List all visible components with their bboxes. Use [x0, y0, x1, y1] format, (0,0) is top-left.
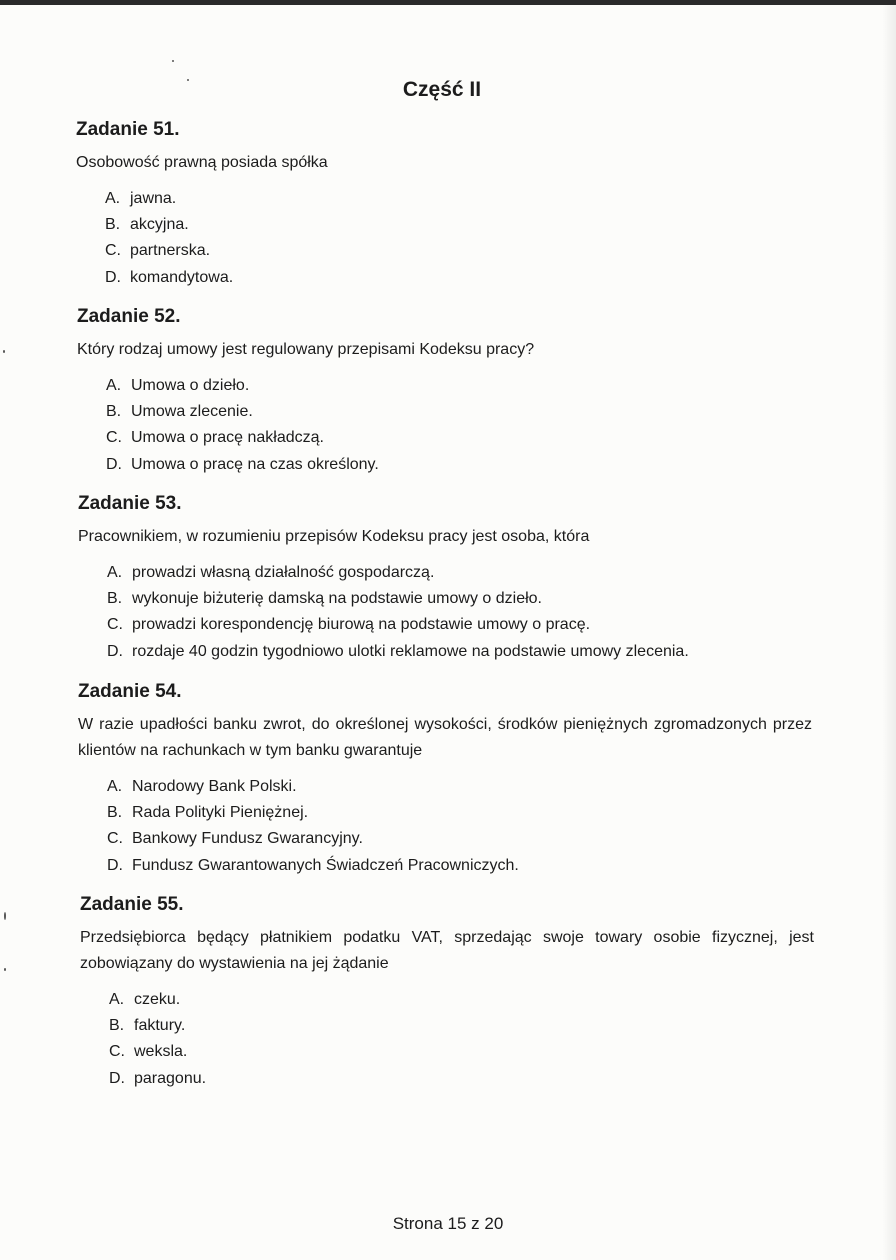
- task-heading: Zadanie 55.: [80, 894, 184, 915]
- task-51: [76, 118, 816, 291]
- option-letter: A.: [107, 778, 123, 795]
- answer-option: [107, 800, 812, 826]
- option-text: Bankowy Fundusz Gwarancyjny.: [132, 830, 363, 848]
- scan-speck: [3, 350, 5, 353]
- option-letter: D.: [105, 268, 121, 286]
- option-text: rozdaje 40 godzin tygodniowo ulotki reklamowe na podstawie umowy zlecenia.: [132, 642, 689, 660]
- part-title: Część II: [402, 78, 482, 101]
- answer-options: [80, 987, 814, 1092]
- option-letter: B.: [105, 216, 121, 234]
- task-55: [80, 893, 814, 1092]
- option-letter: B.: [107, 804, 123, 822]
- answer-option: [107, 612, 818, 638]
- option-letter: B.: [109, 1017, 125, 1035]
- scan-speck: [4, 912, 6, 920]
- answer-option: [106, 399, 817, 425]
- answer-option: [107, 826, 812, 852]
- answer-option: [105, 238, 816, 264]
- answer-option: [106, 425, 817, 451]
- answer-option: [109, 987, 814, 1013]
- option-text: akcyjna.: [130, 216, 189, 234]
- task-53: [78, 492, 818, 665]
- answer-option: [107, 774, 812, 800]
- answer-option: [107, 853, 812, 879]
- option-letter: D.: [109, 1069, 125, 1087]
- answer-option: [107, 639, 818, 665]
- option-text: komandytowa.: [130, 268, 234, 286]
- option-letter: A.: [105, 190, 121, 207]
- option-letter: B.: [107, 590, 123, 608]
- answer-option: [105, 265, 816, 291]
- option-text: wykonuje biżuterię damską na podstawie umowy o dzieło.: [132, 590, 542, 608]
- answer-option: [105, 186, 816, 212]
- task-heading: Zadanie 51.: [76, 119, 180, 140]
- task-heading: Zadanie 52.: [77, 306, 181, 327]
- option-letter: D.: [107, 642, 123, 660]
- option-text: Fundusz Gwarantowanych Świadczeń Pracowniczych.: [132, 856, 519, 874]
- option-letter: A.: [106, 377, 122, 394]
- option-text: prowadzi korespondencję biurową na podstawie umowy o pracę.: [132, 616, 591, 634]
- option-letter: C.: [107, 830, 123, 848]
- option-letter: C.: [106, 429, 122, 447]
- option-letter: A.: [109, 991, 125, 1008]
- answer-option: [106, 373, 817, 399]
- answer-option: [109, 1013, 814, 1039]
- task-question: Przedsiębiorca będący płatnikiem podatku VAT, sprzedając swoje towary osobie fizycznej, jest zobowiązany do wystawienia na jej żądanie: [80, 929, 814, 972]
- option-letter: B.: [106, 403, 122, 421]
- scan-top-edge: [0, 0, 896, 5]
- task-question: W razie upadłości banku zwrot, do określonej wysokości, środków pieniężnych zgromadzonych przez klientów na rachunkach w tym banku gwarantuje: [78, 716, 812, 759]
- answer-option: [106, 452, 817, 478]
- answer-option: [109, 1066, 814, 1092]
- option-text: faktury.: [134, 1017, 186, 1035]
- answer-options: [78, 774, 812, 879]
- option-text: partnerska.: [130, 242, 211, 260]
- answer-option: [107, 560, 818, 586]
- option-text: jawna.: [130, 190, 177, 207]
- task-heading: Zadanie 54.: [78, 681, 182, 702]
- option-text: czeku.: [134, 991, 181, 1008]
- option-letter: C.: [107, 616, 123, 634]
- option-text: Umowa zlecenie.: [131, 403, 253, 421]
- answer-option: [105, 212, 816, 238]
- task-54: [78, 680, 812, 879]
- scan-speck: [4, 968, 6, 971]
- option-text: prowadzi własną działalność gospodarczą.: [132, 564, 435, 581]
- option-text: paragonu.: [134, 1069, 207, 1087]
- task-heading: Zadanie 53.: [78, 493, 182, 514]
- option-text: Umowa o pracę na czas określony.: [131, 455, 379, 473]
- option-text: Narodowy Bank Polski.: [132, 778, 297, 795]
- answer-option: [107, 586, 818, 612]
- task-question: Który rodzaj umowy jest regulowany przepisami Kodeksu pracy?: [77, 341, 535, 358]
- option-text: Umowa o dzieło.: [131, 377, 250, 394]
- answer-options: [78, 560, 818, 665]
- option-text: Rada Polityki Pieniężnej.: [132, 804, 309, 822]
- task-question: Osobowość prawną posiada spółka: [76, 154, 328, 171]
- option-letter: D.: [107, 856, 123, 874]
- option-letter: C.: [109, 1043, 125, 1061]
- option-letter: C.: [105, 242, 121, 260]
- task-question: Pracownikiem, w rozumieniu przepisów Kodeksu pracy jest osoba, która: [78, 528, 590, 545]
- option-letter: A.: [107, 564, 123, 581]
- scan-speck: [172, 60, 174, 62]
- scan-right-shadow: [882, 5, 896, 1260]
- answer-options: [76, 186, 816, 291]
- answer-options: [77, 373, 817, 478]
- page-number: Strona 15 z 20: [392, 1214, 504, 1233]
- option-text: Umowa o pracę nakładczą.: [131, 429, 324, 447]
- option-letter: D.: [106, 455, 122, 473]
- task-52: [77, 305, 817, 478]
- option-text: weksla.: [134, 1043, 188, 1061]
- answer-option: [109, 1039, 814, 1065]
